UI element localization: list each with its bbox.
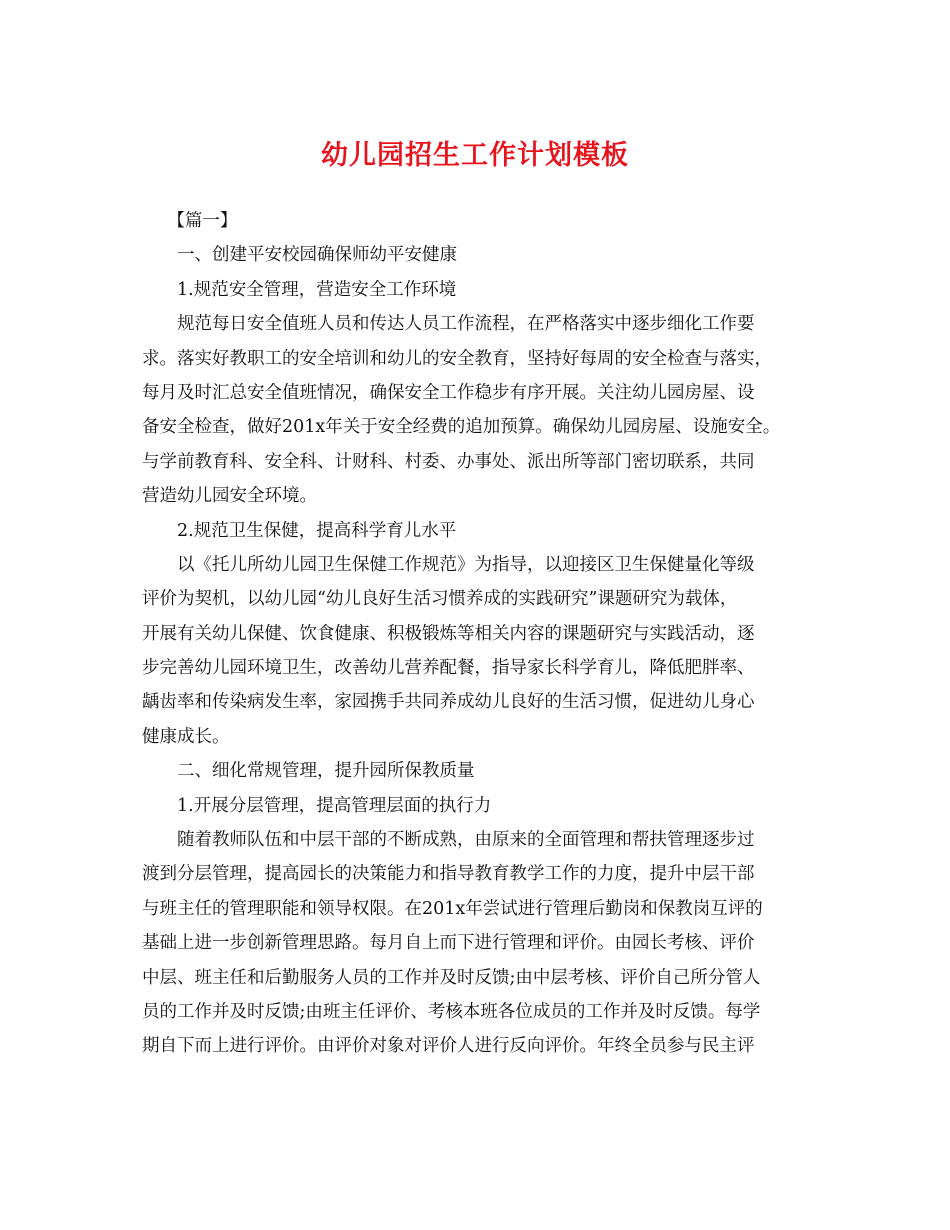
paragraph-line: 步完善幼儿园环境卫生，改善幼儿营养配餐，指导家长科学育儿，降低肥胖率、 — [142, 658, 755, 679]
paragraph-line: 评价为契机，以幼儿园“幼儿良好生活习惯养成的实践研究”课题研究为载体， — [142, 589, 738, 610]
paragraph-line: 健康成长。 — [142, 726, 230, 747]
document-body — [142, 204, 814, 1064]
paragraph-line: 基础上进一步创新管理思路。每月自上而下进行管理和评价。由园长考核、评价 — [142, 933, 755, 954]
paragraph-line: 以《托儿所幼儿园卫生保健工作规范》为指导，以迎接区卫生保健量化等级 — [177, 554, 755, 575]
paragraph-line: 每月及时汇总安全值班情况，确保安全工作稳步有序开展。关注幼儿园房屋、设 — [142, 382, 755, 403]
paragraph-line: 开展有关幼儿保健、饮食健康、积极锻炼等相关内容的课题研究与实践活动，逐 — [142, 623, 755, 644]
paragraph-line: 营造幼儿园安全环境。 — [142, 486, 317, 507]
paragraph-line: 龋齿率和传染病发生率，家园携手共同养成幼儿良好的生活习惯，促进幼儿身心 — [142, 692, 755, 713]
paragraph-line: 规范每日安全值班人员和传达人员工作流程，在严格落实中逐步细化工作要 — [177, 314, 755, 335]
subheading: 1.开展分层管理，提高管理层面的执行力 — [177, 795, 492, 816]
heading-2: 二、细化常规管理，提升园所保教质量 — [177, 761, 475, 782]
paragraph-line: 与学前教育科、安全科、计财科、村委、办事处、派出所等部门密切联系，共同 — [142, 451, 755, 472]
paragraph-line: 与班主任的管理职能和领导权限。在201x年尝试进行管理后勤岗和保教岗互评的 — [142, 898, 763, 919]
paragraph-line: 渡到分层管理，提高园长的决策能力和指导教育教学工作的力度，提升中层干部 — [142, 864, 755, 885]
subheading: 2.规范卫生保健，提高科学育儿水平 — [177, 520, 457, 541]
paragraph-line: 中层、班主任和后勤服务人员的工作并及时反馈;由中层考核、评价自己所分管人 — [142, 967, 761, 988]
section-label: 【篇一】 — [167, 211, 238, 231]
document-title: 幼儿园招生工作计划模板 — [321, 140, 629, 171]
paragraph-line: 员的工作并及时反馈;由班主任评价、考核本班各位成员的工作并及时反馈。每学 — [142, 1001, 761, 1022]
paragraph-line: 随着教师队伍和中层干部的不断成熟，由原来的全面管理和帮扶管理逐步过 — [177, 830, 755, 851]
paragraph-line: 求。落实好教职工的安全培训和幼儿的安全教育，坚持好每周的安全检查与落实， — [142, 348, 772, 369]
paragraph-line: 期自下而上进行评价。由评价对象对评价人进行反向评价。年终全员参与民主评 — [142, 1036, 755, 1057]
paragraph-line: 备安全检查，做好201x年关于安全经费的追加预算。确保幼儿园房屋、设施安全。 — [142, 417, 781, 438]
heading-1: 一、创建平安校园确保师幼平安健康 — [177, 245, 457, 266]
subheading: 1.规范安全管理，营造安全工作环境 — [177, 279, 457, 300]
